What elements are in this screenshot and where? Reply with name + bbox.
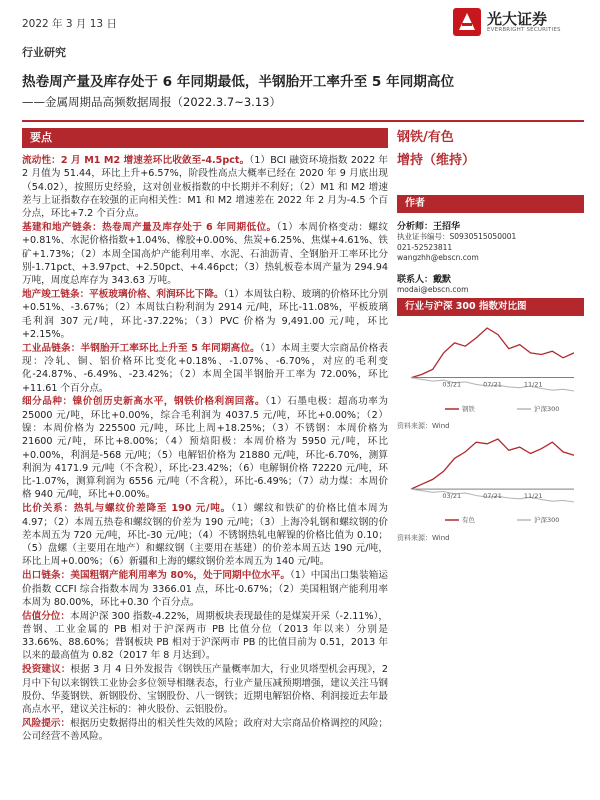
key-point-text: （1）中国出口集装箱运价指数 CCFI 综合指数本周为 3366.01 点，环比-0.67%；（2）美国粗钢产能利用率本周为 80.00%，环比+0.30 个百分点。 [22,570,388,608]
key-point-paragraph [22,610,388,663]
logo-subtitle: EVERBRIGHT SECURITIES [487,27,561,33]
analyst-name: 分析师：王招华 [397,222,461,232]
key-point-lead: 风险提示： [22,717,71,729]
company-logo [453,4,583,40]
key-point-paragraph [22,502,388,568]
legend-label: 钢铁 [462,405,475,413]
chart-svg [397,322,584,417]
series-line-0 [411,439,574,489]
sidebar [397,128,584,295]
contact-name: 联系人：戴默 [397,274,452,285]
x-tick-label: 03/21 [442,492,462,501]
x-tick-label: 03/21 [442,380,462,389]
report-date: 2022 年 3 月 13 日 [22,18,117,30]
header-divider [22,120,584,122]
analyst-email[interactable]: wangzhh@ebscn.com [397,253,479,262]
key-point-text: 本周沪深 300 指数-4.22%，周期板块表现最佳的是煤炭开采（-2.11%），普钢、工业金属的 PB 相对于沪深两市 PB 比值分位（2013 年以来）分别是 33.66%、88.60%；普钢板块 PB 相对于沪深两市 PB 的比值目前为 0.51，2013 年以来的最高值为 0.82（2017 年 8 月达到）。 [22,610,388,662]
key-point-lead: 出口链条：美国粗钢产能利用率为 80%，处于同期中位水平。 [22,570,291,582]
contact-email[interactable]: modai@ebscn.com [397,284,469,294]
chart-source: 资料来源：Wind [397,534,450,542]
key-point-text: 根据 3 月 4 日外发报告《钢铁压产量概率加大，行业贝塔型机会再现》，2 月中下旬以来钢铁工业协会多位领导相继表态，行业产量压减预期增强，建议关注马钢股份、华菱钢铁、新钢股份、宝钢股份、八一钢铁；近期电解铝价格、利润接近去年最高点水平，建议关注标的：神火股份、云铝股份。 [22,664,388,716]
legend-label: 沪深300 [534,405,560,413]
sector-name: 钢铁/有色 [397,130,454,145]
key-point-text: （1）石墨电极：超高功率为 25000 元/吨，环比+0.00%，综合毛利润为 4037.5 元/吨，环比+0.00%；（2）镍：本周价格为 225500 元/吨，环比上周+18.25%；（3）不锈钢：本周价格为 21600 元/吨，环比+8.00%；（4）预焙阳极：本周价格为 5950 元/吨，环比+0.00%，利润是-568 元/吨；（5）电解铝价格为 21880 元/吨，环比-6.70%，测算利润为 4171.9 元/吨（不含税），环比-23.42%；（6）电解铜价格 72220 元/吨，环比-1.07%，测算利润为 6556 元/吨（不含税），环比-6.49%；（7）动力煤：本周价格 940 元/吨，环比+0.00%。 [22,396,388,501]
everbright-logo-icon [453,8,481,36]
key-point-text: 根据历史数据得出的相关性失效的风险；政府对大宗商品价格调控的风险；公司经营不善风险。 [22,717,389,743]
key-point-lead: 基建和地产链条：热卷周产量及库存处于 6 年同期低位。 [22,221,277,233]
key-point-lead: 投资建议： [22,664,71,676]
x-tick-label: 11/21 [523,380,543,389]
legend-label: 沪深300 [534,516,560,524]
legend-label: 有色 [462,516,475,524]
key-point-paragraph [22,663,388,716]
logo-name: 光大证券 [487,10,548,28]
key-points-section [22,128,388,744]
key-point-lead: 地产竣工链条：平板玻璃价格、利润环比下降。 [22,288,224,300]
steel-vs-hs300-chart [397,322,584,417]
author-heading: 作者 [397,195,584,213]
key-point-lead: 估值分位： [22,610,71,622]
key-point-lead: 流动性：2 月 M1 M2 增速差环比收敛至-4.5pct。 [22,155,250,166]
key-point-lead: 工业品链条：半钢胎开工率环比上升至 5 年同期高位。 [22,342,260,354]
investment-rating: 增持（维持） [397,153,476,168]
chart-heading: 行业与沪深 300 指数对比图 [397,298,584,316]
key-point-text: （1）螺纹和铁矿的价格比值本周为 4.97；（2）本周五热卷和螺纹钢的价差为 190 元/吨；（3）上海冷轧钢和螺纹钢的价差本周五为 720 元/吨，环比-30 元/吨；（4）不锈钢热轧电解镍的价格比值为 0.10；（5）盘螺（主要用在地产）和螺纹钢（主要用在基建）的价差本周五达 190 元/吨，环比上周+0.00%；（6）新疆和上海的螺纹钢价差本周五为 140 元/吨。 [22,503,388,568]
key-point-text: （1）本周价格变动：螺纹+0.81%、水泥价格指数+1.04%、橡胶+0.00%、焦炭+6.25%、焦煤+4.61%、铁矿+1.73%；（2）本周全国高炉产能利用率、水泥、石油沥青、全钢胎开工率环比分别-1.71pct、+3.97pct、+2.50pct、+4.46pct；（3）热轧板卷本周产量为 294.94 万吨，周度总库存为 343.63 万吨。 [22,221,388,287]
key-point-text: （1）BCI 融资环境指数 2022 年 2 月值为 51.44，环比上升+6.57%，阶段性高点大概率已经在 2020 年 9 月底出现（54.02），按照历史经验，这对创业板指数的中长期并不利好；（2）M1 和 M2 增速差与上证指数存在较强的正向相关性：M1 和 M2 增速差在 2022 年 2 月为-4.5 个百分点，环比+7.2 个百分点。 [22,155,388,220]
chart-source: 资料来源：Wind [397,422,450,430]
report-subtitle: ——金属周期品高频数据周报（2022.3.7~3.13） [22,95,281,109]
report-title: 热卷周产量及库存处于 6 年同期最低，半钢胎开工率升至 5 年同期高位 [22,74,455,90]
key-point-paragraph [22,395,388,501]
x-tick-label: 11/21 [523,492,543,501]
nonferrous-vs-hs300-chart [397,433,584,528]
report-category: 行业研究 [22,46,66,59]
key-point-paragraph [22,154,388,220]
key-point-lead: 比价关系：热轧与螺纹价差降至 190 元/吨。 [22,503,231,515]
key-point-paragraph [22,717,388,744]
key-point-text: （1）本周主要大宗商品价格表现：冷轧、铜、铝价格环比变化+0.18%、-1.07%、-6.70%，对应的毛利变化-24.87%、-6.49%、-23.42%；（2）本周全国半钢胎开工率为 72.00%，环比+11.61 个百分点。 [22,342,388,394]
analyst-license: 执业证书编号：S0930515050001 [397,232,517,241]
key-point-paragraph [22,569,388,609]
key-points-heading: 要点 [22,128,388,148]
series-line-0 [411,328,574,378]
analyst-phone: 021-52523811 [397,242,453,252]
x-tick-label: 07/21 [483,492,502,501]
x-tick-label: 07/21 [483,380,502,389]
key-point-paragraph [22,342,388,395]
key-point-paragraph [22,288,388,341]
key-point-paragraph [22,221,388,287]
chart-svg [397,433,584,528]
key-points-body [22,154,388,744]
key-point-text: （1）本周钛白粉、玻璃的价格环比分别+0.51%、-3.67%；（2）本周钛白粉利润为 2914 元/吨，环比-11.08%，平板玻璃毛利润 307 元/吨，环比-37.22%；（3）PVC 价格为 9,491.00 元/吨，环比+2.15%。 [22,288,389,340]
key-point-lead: 细分品种：镍价创历史新高水平，钢铁价格利润回落。 [22,396,266,408]
